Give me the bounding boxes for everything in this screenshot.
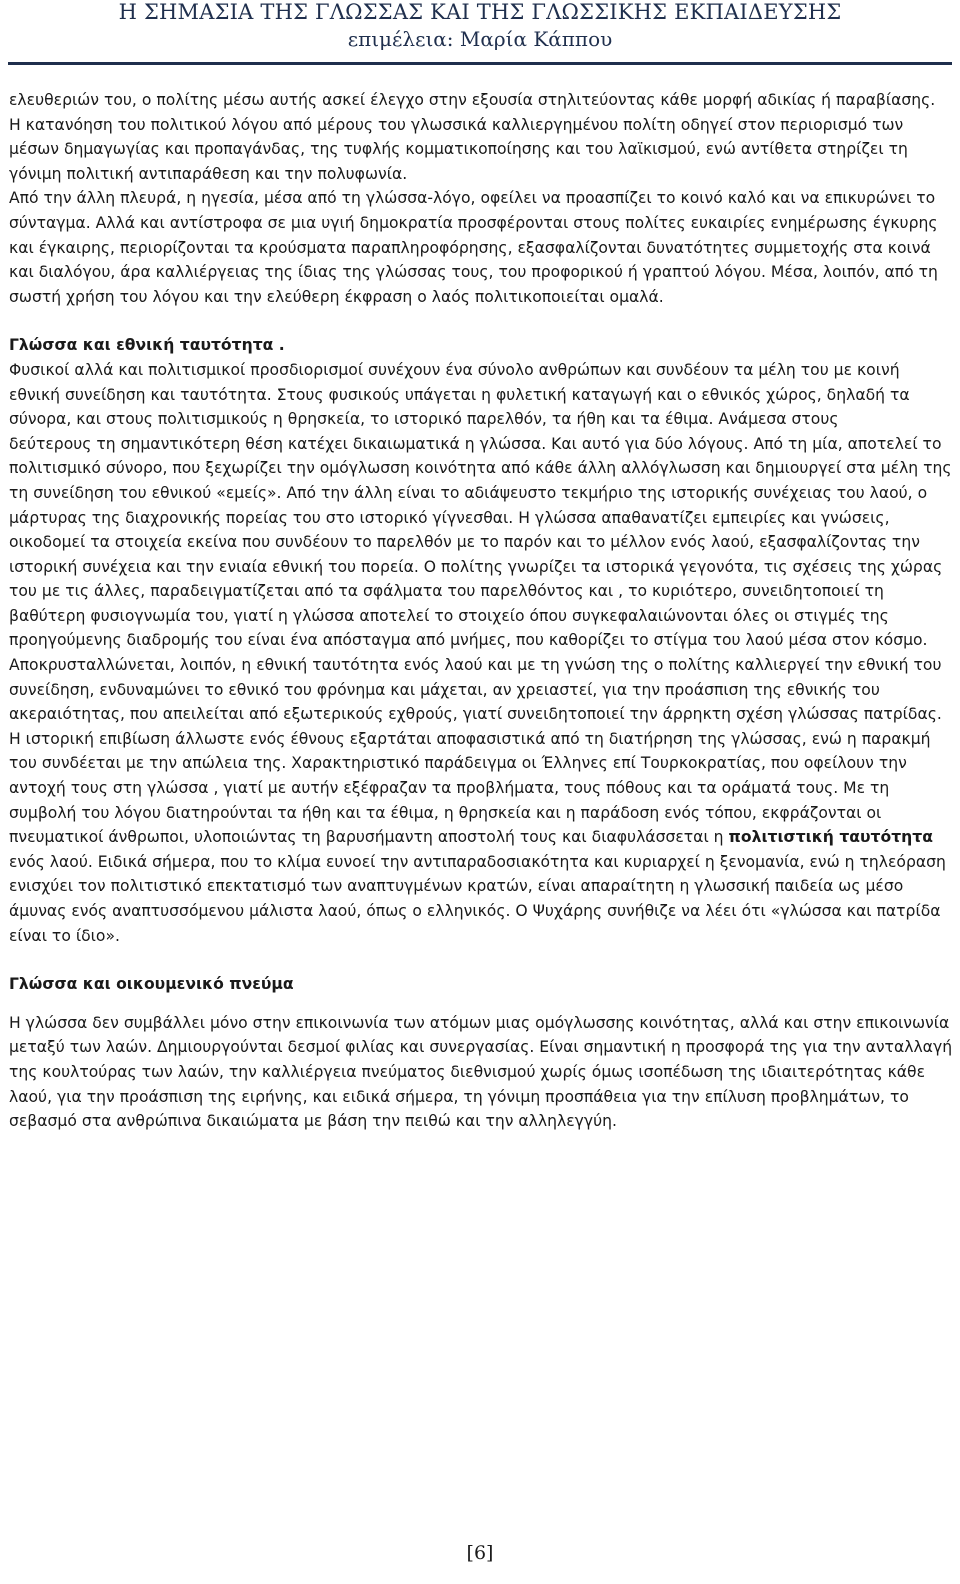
document-body — [9, 88, 954, 1134]
paragraph-national-identity-intro: Φυσικοί αλλά και πολιτισμικοί προσδιορισμοί συνέχουν ένα σύνολο ανθρώπων και συνδέουν τα μέλη του με κοινή εθνική συνείδηση και ταυτότητα. Στους φυσικούς υπάγεται η φυλετική καταγωγή και ο εθνικός χώρος, δηλαδή τα σύνορα, και στους πολιτισμικούς η θρησκεία, το ιστορικό παρελθόν, τα ήθη και τα έθιμα. Ανάμεσα στους — [9, 360, 910, 429]
section-spacer — [9, 948, 954, 972]
document-editor-credit: επιμέλεια: Μαρία Κάππου — [347, 27, 613, 51]
paragraph-national-identity-text-end: ενός λαού. Ειδικά σήμερα, που το κλίμα ευνοεί την αντιπαραδοσιακότητα και κυριαρχεί η ξενομανία, ενώ η τηλεόραση ενισχύει τον πολιτιστικό επεκτατισμό των αναπτυγμένων κρατών, είναι απαραίτητη η γλωσσική παιδεία ως μέσο άμυνας ενός αναπτυσσόμενου μάλιστα λαού, όπως ο ελληνικός. Ο Ψυχάρης συνήθιζε να λέει ότι «γλώσσα και πατρίδα είναι το ίδιο». — [9, 852, 946, 945]
paragraph-national-identity-body — [9, 432, 954, 948]
section-spacer — [9, 997, 954, 1011]
paragraph-political-discourse: Η κατανόηση του πολιτικού λόγου από μέρους του γλωσσικά καλλιεργημένου πολίτη οδηγεί στον περιορισμό των μέσων δημαγωγίας και προπαγάνδας, της τυφλής κομματικοποίησης και του λαϊκισμού, ενώ αντίθετα στηρίζει τη γόνιμη πολιτική αντιπαράθεση και την πολυφωνία. — [9, 115, 908, 183]
header-divider — [8, 62, 952, 65]
heading-national-identity: Γλώσσα και εθνική ταυτότητα . — [9, 336, 285, 355]
paragraph-universal-spirit: Η γλώσσα δεν συμβάλλει μόνο στην επικοινωνία των ατόμων μιας ομόγλωσσης κοινότητας, αλλά και στην επικοινωνία μεταξύ των λαών. Δημιουργούνται δεσμοί φιλίας και συνεργασίας. Είναι σημαντική η προσφορά της για την ανταλλαγή της κουλτούρας των λαών, την καλλιέργεια πνεύματος διεθνισμού χωρίς όμως ισοπέδωση της ιδιαιτερότητας κάθε λαού, για την προάσπιση της ειρήνης, και ειδικά σήμερα, τη γόνιμη προσπάθεια για την επίλυση προβλημάτων, το σεβασμό στα ανθρώπινα δικαιώματα με βάση την πειθώ και την αλληλεγγύη. — [9, 1013, 953, 1131]
paragraph-national-identity-text: δεύτερους τη σημαντικότερη θέση κατέχει δικαιωματικά η γλώσσα. Και αυτό για δύο λόγους. Από τη μία, αποτελεί το πολιτισμικό σύνορο, που ξεχωρίζει την ομόγλωσση κοινότητα από κάθε άλλη αλλόγλωσση και δημιουργεί στα μέλη της τη συνείδηση του εθνικού «εμείς». Από την άλλη είναι το αδιάψευστο τεκμήριο της ιστορικής συνέχειας του λαού, ο μάρτυρας της διαχρονικής πορείας του στο ιστορικό γίγνεσθαι. Η γλώσσα απαθανατίζει εμπειρίες και γνώσεις, οικοδομεί τα στοιχεία εκείνα που συνδέουν το παρελθόν με το παρόν και το μέλλον ενός λαού, εξασφαλίζοντας την ιστορική συνέχεια και την ενιαία εθνική του πορεία. Ο πολίτης γνωρίζει τα ιστορικά γεγονότα, τις σχέσεις της χώρας του με τις άλλες, παραδειγματίζεται από τα σφάλματα του παρελθόντος και , το κυριότερο, συνειδητοποιεί τη βαθύτερη φυσιογνωμία του, γιατί η γλώσσα αποτελεί το στοιχείο όπου συγκεφαλαιώνονται όλες οι στιγμές της προηγούμενης διαδρομής του είναι ένα απόσταγμα από μνήμες, που καθορίζει το στίγμα του λαού μέσα στον κόσμο. Αποκρυσταλλώνεται, λοιπόν, η εθνική ταυτότητα ενός λαού και με τη γνώση της ο πολίτης καλλιεργεί την εθνική του συνείδηση, ενδυναμώνει το εθνικό του φρόνημα και μάχεται, αν χρειαστεί, για την προάσπιση της εθνικής του ακεραιότητας, που απειλείται από εξωτερικούς εχθρούς, γιατί συνειδητοποιεί την άρρηκτη σχέση γλώσσας πατρίδας. Η ιστορική επιβίωση άλλωστε ενός έθνους εξαρτάται αποφασιστικά από τη διατήρηση της γλώσσας, ενώ η παρακμή του συνδέεται με την απώλεια της. Χαρακτηριστικό παράδειγμα οι Έλληνες επί Τουρκοκρατίας, που οφείλουν την αντοχή τους στη γλώσσα , γιατί με αυτήν εξέφραζαν τα προβλήματα, τους πόθους και τα οράματά τους. Με τη συμβολή του λόγου διατηρούνται τα ήθη και τα έθιμα, η θρησκεία και η παράδοση ενός τόπου, εκφράζονται οι πνευματικοί άνθρωποι, υλοποιώντας τη βαρυσήμαντη αποστολή τους και διαφυλάσσεται η — [9, 434, 952, 847]
emphasis-cultural-identity: πολιτιστική ταυτότητα — [728, 828, 933, 847]
heading-universal-spirit: Γλώσσα και οικουμενικό πνεύμα — [9, 975, 294, 994]
page-number: [6] — [466, 1542, 494, 1564]
paragraph-democracy-control: ελευθεριών του, ο πολίτης μέσω αυτής ασκεί έλεγχο στην εξουσία στηλιτεύοντας κάθε μορφή αδικίας ή παραβίασης. — [9, 91, 936, 109]
section-spacer — [9, 309, 954, 333]
document-title: Η ΣΗΜΑΣΙΑ ΤΗΣ ΓΛΩΣΣΑΣ ΚΑΙ ΤΗΣ ΓΛΩΣΣΙΚΗΣ ΕΚΠΑΙΔΕΥΣΗΣ — [118, 0, 842, 24]
paragraph-leadership: Από την άλλη πλευρά, η ηγεσία, μέσα από τη γλώσσα-λόγο, οφείλει να προασπίζει το κοινό καλό και να επικυρώνει το σύνταγμα. Αλλά και αντίστροφα σε μια υγιή δημοκρατία προσφέρονται στους πολίτες ευκαιρίες ενημέρωσης έγκυρης και έγκαιρης, περιορίζονται τα κρούσματα παραπληροφόρησης, εξασφαλίζονται δυνατότητες συμμετοχής στα κοινά και διαλόγου, άρα καλλιέργειας της ίδιας της γλώσσας τους, του προφορικού ή γραπτού λόγου. Μέσα, λοιπόν, από τη σωστή χρήση του λόγου και την ελεύθερη έκφραση ο λαός πολιτικοποιείται ομαλά. — [9, 189, 938, 306]
